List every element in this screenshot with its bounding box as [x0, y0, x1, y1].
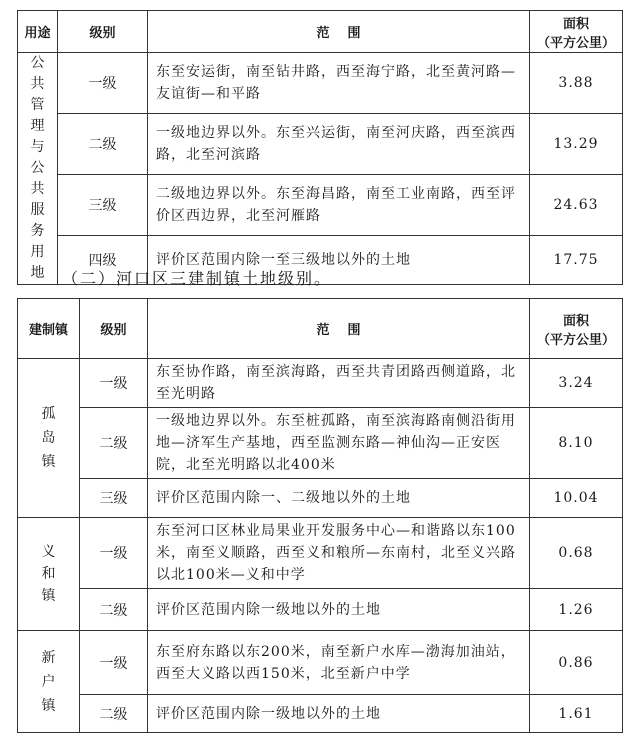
table-row: [18, 589, 623, 631]
area-cell: 3.24: [530, 359, 623, 408]
table-row: [18, 53, 623, 114]
table-row: [18, 695, 623, 733]
level-cell: 三级: [80, 479, 148, 518]
table-row: [18, 175, 623, 236]
range-cell: 评价区范围内除一级地以外的土地: [148, 589, 530, 631]
level-cell: 一级: [58, 53, 148, 114]
area-cell: 3.88: [530, 53, 623, 114]
use-category-label: 公共管理与公共服务用地: [30, 55, 45, 281]
range-cell: 一级地边界以外。东至桩孤路，南至滨海路南侧沿街用地—济军生产基地，西至监测东路—神仙沟—正安医院，北至光明路以北400米: [148, 408, 530, 479]
header-use: 用途: [18, 11, 58, 53]
range-cell: 一级地边界以外。东至兴运街，南至河庆路，西至滨西路，北至河滨路: [148, 114, 530, 175]
range-cell: 评价区范围内除一至三级地以外的土地: [148, 236, 530, 285]
range-cell: 评价区范围内除一、二级地以外的土地: [148, 479, 530, 518]
town-land-level-table: [17, 298, 623, 733]
town-cell: [18, 631, 80, 733]
use-category-cell: [18, 53, 58, 285]
header-area-unit: （平方公里）: [536, 332, 615, 348]
range-cell: 东至安运街，南至钻井路，西至海宁路，北至黄河路—友谊街—和平路: [148, 53, 530, 114]
table-row: [18, 518, 623, 589]
table-row: [18, 631, 623, 695]
town-name: 孤岛镇: [41, 406, 56, 470]
level-cell: 一级: [80, 359, 148, 408]
table-row: [18, 359, 623, 408]
level-cell: 二级: [80, 408, 148, 479]
land-use-level-table: [17, 10, 623, 285]
range-cell: 东至协作路，南至滨海路，西至共青团路西侧道路，北至光明路: [148, 359, 530, 408]
area-cell: 0.86: [530, 631, 623, 695]
level-cell: 二级: [80, 695, 148, 733]
level-cell: 二级: [58, 114, 148, 175]
level-cell: 一级: [80, 631, 148, 695]
table-row: [18, 408, 623, 479]
header-area: [530, 299, 623, 359]
area-cell: 0.68: [530, 518, 623, 589]
header-range: 范 围: [148, 299, 530, 359]
area-cell: 13.29: [530, 114, 623, 175]
table-row: [18, 479, 623, 518]
header-town: 建制镇: [18, 299, 80, 359]
town-cell: [18, 359, 80, 518]
town-name: 新户镇: [41, 649, 56, 714]
level-cell: 二级: [80, 589, 148, 631]
area-cell: 24.63: [530, 175, 623, 236]
header-area-unit: （平方公里）: [536, 35, 615, 51]
table-row: [18, 114, 623, 175]
range-cell: 评价区范围内除一级地以外的土地: [148, 695, 530, 733]
section-subtitle: （二）河口区三建制镇土地级别。: [62, 269, 333, 288]
header-level: 级别: [80, 299, 148, 359]
table-header-row: [18, 11, 623, 53]
range-cell: 二级地边界以外。东至海昌路，南至工业南路，西至评价区西边界，北至河雁路: [148, 175, 530, 236]
header-area: [530, 11, 623, 53]
area-cell: 1.26: [530, 589, 623, 631]
town-cell: [18, 518, 80, 631]
level-cell: 四级: [58, 236, 148, 285]
level-cell: 三级: [58, 175, 148, 236]
range-cell: 东至府东路以东200米，南至新户水库—渤海加油站，西至大义路以西150米，北至新户中学: [148, 631, 530, 695]
range-cell: 东至河口区林业局果业开发服务中心—和谐路以东100米，南至义顺路，西至义和粮所—东南村，北至义兴路以北100米—义和中学: [148, 518, 530, 589]
header-area-label: 面积: [562, 16, 589, 32]
header-area-label: 面积: [562, 313, 589, 329]
header-level: 级别: [58, 11, 148, 53]
area-cell: 10.04: [530, 479, 623, 518]
table-header-row: [18, 299, 623, 359]
area-cell: 1.61: [530, 695, 623, 733]
area-cell: 17.75: [530, 236, 623, 285]
town-name: 义和镇: [41, 544, 56, 604]
level-cell: 一级: [80, 518, 148, 589]
header-range: 范 围: [148, 11, 530, 53]
area-cell: 8.10: [530, 408, 623, 479]
